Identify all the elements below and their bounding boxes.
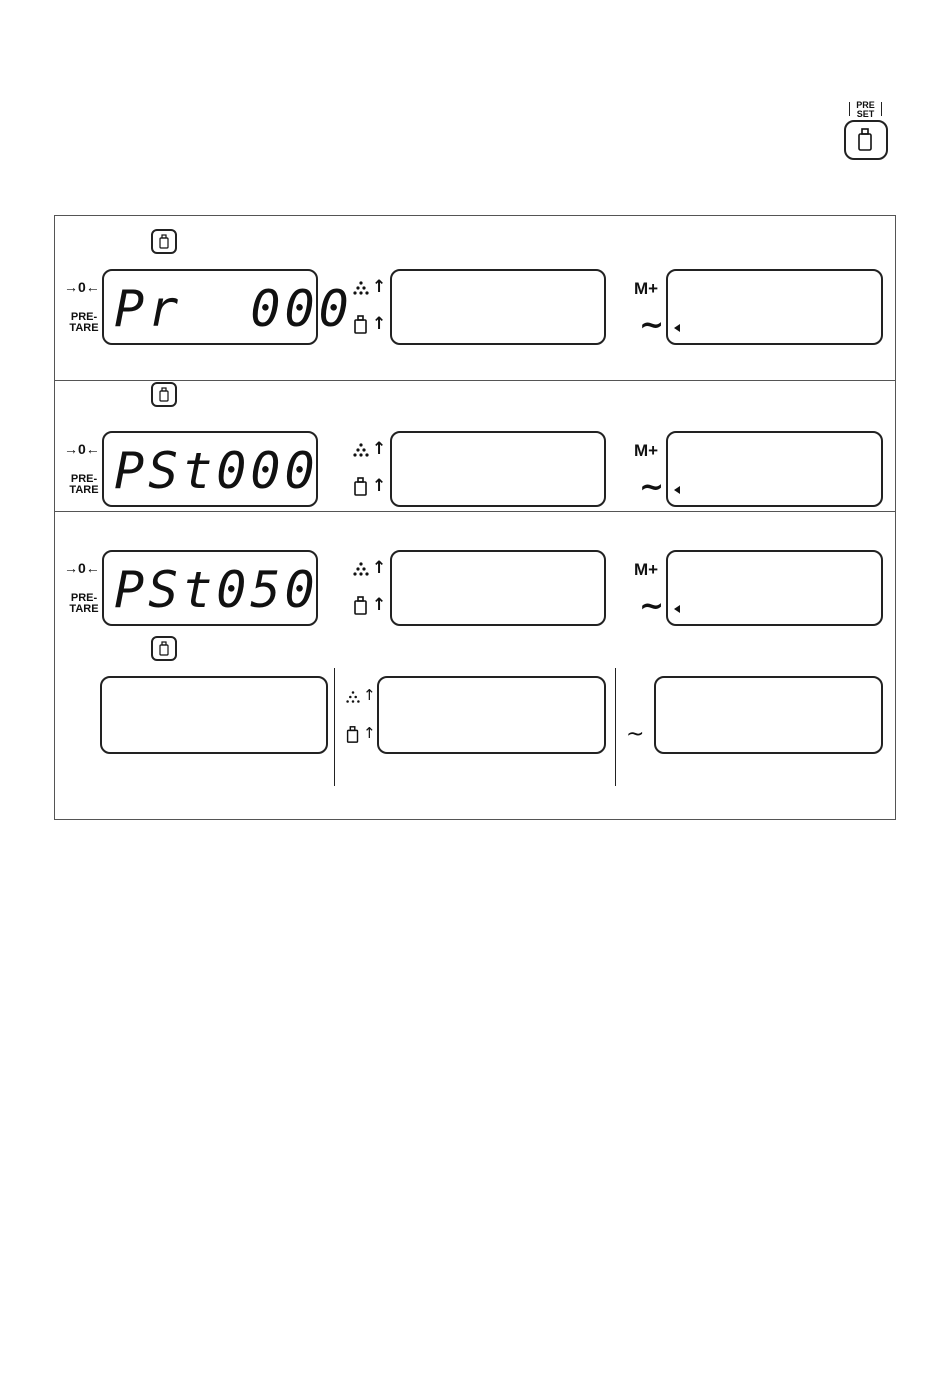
up-arrow-icon: ↑: [372, 277, 387, 297]
step-1-stability-symbol: ~: [639, 308, 665, 343]
final-pieces-indicator: [344, 688, 378, 708]
step-1-weight-indicator: [351, 313, 391, 337]
final-count-display: [377, 676, 606, 754]
step-2-main-display: [102, 431, 318, 507]
weight-icon: [153, 384, 175, 405]
step-3-pretare-label-1: PRE-: [70, 592, 98, 604]
step-2-stability-symbol: ~: [639, 470, 665, 505]
step-1-pieces-indicator: [351, 278, 391, 300]
up-arrow-icon: ↑: [372, 439, 387, 459]
step-1-total-display: [666, 269, 883, 345]
weight-icon: [351, 313, 371, 335]
weight-icon: [846, 122, 886, 158]
preset-key-label-bottom: SET: [856, 109, 875, 119]
pieces-pyramid-icon: [344, 688, 362, 706]
step-2-main-readout: PSt000: [114, 442, 319, 500]
final-divider-1: [334, 668, 335, 786]
up-arrow-icon: ↑: [372, 595, 387, 615]
preset-key-label-top: PRE: [856, 100, 875, 110]
step-3-main-display: [102, 550, 318, 626]
preset-key-button[interactable]: [844, 120, 888, 160]
frame-divider-2: [54, 511, 896, 512]
final-total-display: [654, 676, 883, 754]
pieces-pyramid-icon: [351, 559, 371, 579]
final-divider-2: [615, 668, 616, 786]
step-2-total-display: [666, 431, 883, 507]
up-arrow-icon: ↑: [372, 314, 387, 334]
step-3-total-display: [666, 550, 883, 626]
step-3-pieces-indicator: [351, 559, 391, 581]
step-1-zero-indicator: →0←: [64, 279, 100, 295]
up-arrow-icon: ↑: [363, 686, 376, 704]
step-2-mplus-label: M+: [634, 441, 659, 460]
preset-key[interactable]: [836, 100, 888, 162]
step-2-key[interactable]: [151, 382, 177, 407]
stability-arrow-icon: [674, 605, 680, 613]
final-weight-indicator: [344, 724, 378, 746]
up-arrow-icon: ↑: [363, 724, 376, 742]
weight-icon: [351, 475, 371, 497]
step-3-stability-symbol: ~: [639, 589, 665, 624]
final-weight-display: [100, 676, 328, 754]
step-3-mplus-label: M+: [634, 560, 659, 579]
up-arrow-icon: ↑: [372, 476, 387, 496]
step-3-pretare-label-2: TARE: [69, 603, 99, 615]
step-3-main-readout: PSt050: [114, 561, 319, 619]
step-2-pieces-indicator: [351, 440, 391, 462]
step-1-mplus-label: M+: [634, 279, 659, 298]
weight-icon: [153, 638, 175, 659]
step-1-main-readout: Pr 000: [114, 280, 353, 338]
step-2-weight-indicator: [351, 475, 391, 499]
weight-icon: [344, 724, 362, 744]
step-1-key[interactable]: [151, 229, 177, 254]
step-2-pretare-label-1: PRE-: [70, 473, 98, 485]
step-2-count-display: [390, 431, 606, 507]
up-arrow-icon: ↑: [372, 558, 387, 578]
step-2-zero-indicator: →0←: [64, 441, 100, 457]
pieces-pyramid-icon: [351, 440, 371, 460]
step-1-pretare-label-2: TARE: [69, 322, 99, 334]
stability-arrow-icon: [674, 324, 680, 332]
weight-icon: [351, 594, 371, 616]
step-1-count-display: [390, 269, 606, 345]
step-1-pretare-label-1: PRE-: [70, 311, 98, 323]
stability-arrow-icon: [674, 486, 680, 494]
step-3-weight-indicator: [351, 594, 391, 618]
weight-icon: [153, 231, 175, 252]
step-3-count-display: [390, 550, 606, 626]
step-3-key[interactable]: [151, 636, 177, 661]
final-stability-symbol: ~: [626, 722, 645, 747]
step-1-main-display: [102, 269, 353, 345]
preset-key-bracket-right: [881, 102, 882, 116]
step-3-zero-indicator: →0←: [64, 560, 100, 576]
step-2-pretare-label-2: TARE: [69, 484, 99, 496]
frame-divider-1: [54, 380, 896, 381]
pieces-pyramid-icon: [351, 278, 371, 298]
